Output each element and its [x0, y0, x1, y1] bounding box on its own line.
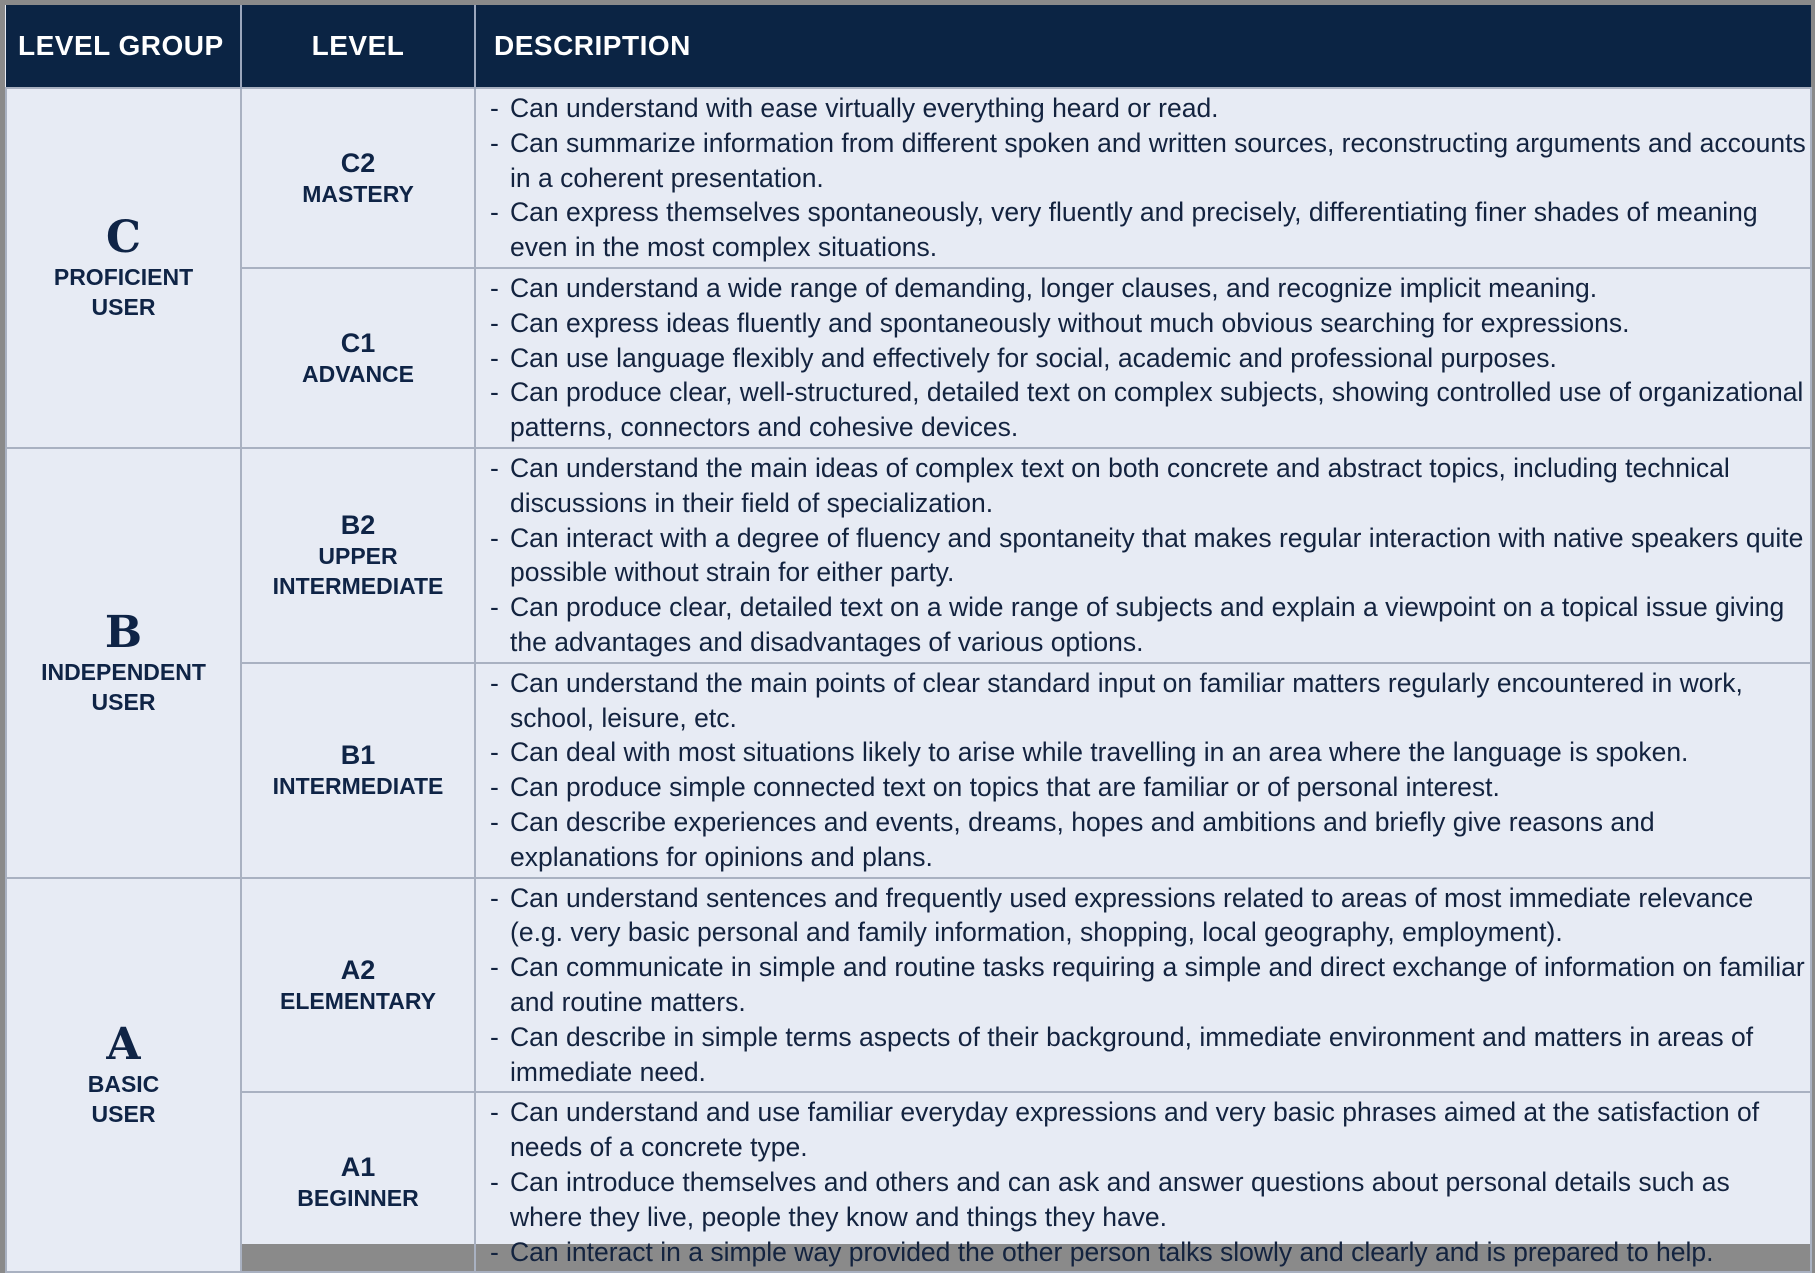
description-item: - Can introduce themselves and others and can ask and answer questions about personal details such as where they live, people they know and things they have.: [490, 1165, 1806, 1235]
description-cell-b1: [475, 663, 1811, 878]
description-item: - Can deal with most situations likely to arise while travelling in an area where the language is spoken.: [490, 735, 1806, 770]
group-name-line1: BASIC: [87, 1070, 160, 1097]
description-item: - Can summarize information from different spoken and written sources, reconstructing arguments and accounts in a coherent presentation.: [490, 126, 1806, 196]
header-level: LEVEL: [241, 5, 475, 88]
description-item: - Can produce simple connected text on topics that are familiar or of personal interest.: [490, 770, 1806, 805]
group-letter: A: [106, 1018, 141, 1070]
table-header: [6, 5, 1811, 88]
group-name-line1: PROFICIENT: [53, 263, 194, 290]
table-body: [6, 88, 1811, 1272]
level-cell-c1: [241, 268, 475, 448]
description-item: - Can produce clear, detailed text on a wide range of subjects and explain a viewpoint on a topical issue giving the advantages and disadvantages of various options.: [490, 590, 1806, 660]
group-name-line2: USER: [91, 688, 156, 715]
table-row-a2: [6, 878, 1811, 1093]
description-item: - Can understand a wide range of demanding, longer clauses, and recognize implicit meaning.: [490, 271, 1806, 306]
level-name-line2: INTERMEDIATE: [272, 573, 444, 600]
group-cell-c: [6, 88, 241, 448]
group-name-line2: USER: [91, 1100, 156, 1127]
cefr-levels-table-frame: [5, 5, 1810, 1267]
description-item: - Can express ideas fluently and spontaneously without much obvious searching for expressions.: [490, 306, 1806, 341]
level-name: BEGINNER: [297, 1185, 419, 1212]
level-cell-b2: [241, 448, 475, 663]
level-name: MASTERY: [302, 180, 414, 207]
description-cell-b2: [475, 448, 1811, 663]
description-item: - Can understand the main ideas of complex text on both concrete and abstract topics, including technical discussions in their field of specialization.: [490, 451, 1806, 521]
description-item: - Can produce clear, well-structured, detailed text on complex subjects, showing controlled use of organizational patterns, connectors and cohesive devices.: [490, 375, 1806, 445]
description-item: - Can understand with ease virtually everything heard or read.: [490, 91, 1806, 126]
table-row-b2: [6, 448, 1811, 663]
description-cell-a2: [475, 878, 1811, 1093]
description-item: - Can express themselves spontaneously, very fluently and precisely, differentiating finer shades of meaning even in the most complex situations.: [490, 195, 1806, 265]
level-code: A1: [340, 1152, 376, 1183]
description-cell-c1: [475, 268, 1811, 448]
description-item: - Can understand and use familiar everyday expressions and very basic phrases aimed at the satisfaction of needs of a concrete type.: [490, 1095, 1806, 1165]
level-code: C2: [340, 147, 376, 178]
level-cell-b1: [241, 663, 475, 878]
table-row-b1: [6, 663, 1811, 878]
header-description: DESCRIPTION: [475, 5, 1811, 88]
level-cell-a2: [241, 878, 475, 1093]
description-item: - Can describe in simple terms aspects of their background, immediate environment and matters in areas of immediate need.: [490, 1020, 1806, 1090]
group-letter: B: [104, 606, 143, 658]
cefr-levels-table: [5, 5, 1812, 1273]
level-cell-c2: [241, 88, 475, 268]
level-code: C1: [340, 327, 376, 358]
group-name-line1: INDEPENDENT: [41, 658, 206, 685]
group-cell-a: [6, 878, 241, 1273]
description-item: - Can understand the main points of clear standard input on familiar matters regularly encountered in work, school, leisure, etc.: [490, 666, 1806, 736]
description-item: - Can interact with a degree of fluency and spontaneity that makes regular interaction with native speakers quite possible without strain for either party.: [490, 521, 1806, 591]
level-name: UPPER: [318, 543, 398, 570]
table-row-c1: [6, 268, 1811, 448]
description-item: - Can describe experiences and events, dreams, hopes and ambitions and briefly give reasons and explanations for opinions and plans.: [490, 805, 1806, 875]
description-cell-c2: [475, 88, 1811, 268]
description-item: - Can interact in a simple way provided the other person talks slowly and clearly and is prepared to help.: [490, 1235, 1806, 1270]
group-name-line2: USER: [91, 293, 156, 320]
level-name: INTERMEDIATE: [272, 773, 444, 800]
level-name: ADVANCE: [301, 360, 415, 387]
description-item: - Can understand sentences and frequently used expressions related to areas of most immediate relevance (e.g. very basic personal and family information, shopping, local geography, employment).: [490, 881, 1806, 951]
description-item: - Can use language flexibly and effectively for social, academic and professional purposes.: [490, 341, 1806, 376]
description-cell-a1: [475, 1092, 1811, 1272]
level-cell-a1: [241, 1092, 475, 1272]
header-level-group: LEVEL GROUP: [6, 5, 241, 88]
level-code: B2: [340, 510, 376, 541]
group-letter: C: [105, 211, 142, 263]
group-cell-b: [6, 448, 241, 878]
level-name: ELEMENTARY: [280, 987, 436, 1014]
table-row-c2: [6, 88, 1811, 268]
table-row-a1: [6, 1092, 1811, 1272]
level-code: A2: [340, 954, 376, 985]
level-code: B1: [340, 740, 376, 771]
description-item: - Can communicate in simple and routine tasks requiring a simple and direct exchange of information on familiar and routine matters.: [490, 950, 1806, 1020]
